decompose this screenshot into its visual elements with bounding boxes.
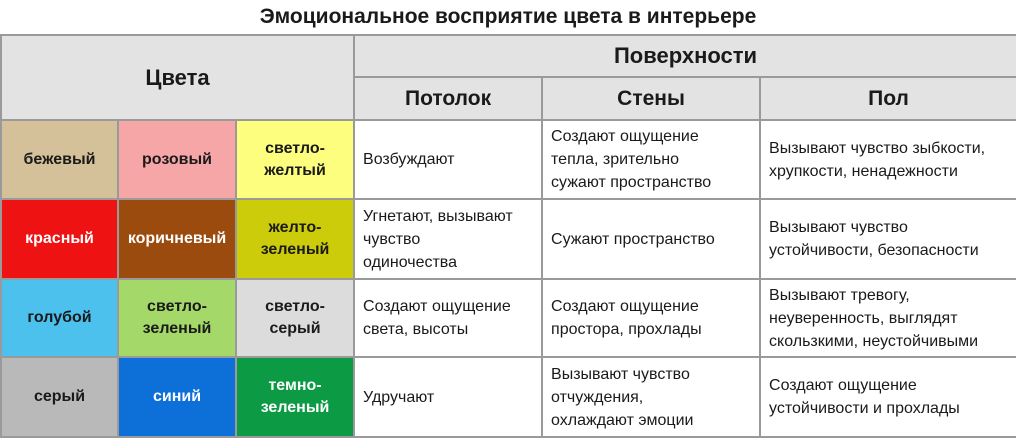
- color-name-line: розовый: [142, 150, 212, 168]
- color-name-line: светло-: [265, 139, 325, 157]
- column-header-ceiling: Потолок: [354, 77, 542, 120]
- description-line: Создают ощущение: [363, 298, 511, 315]
- description-line: сужают пространство: [551, 174, 712, 191]
- color-name-line: серый: [269, 320, 321, 337]
- color-swatch: [1, 279, 118, 357]
- ceiling-description: [354, 199, 542, 279]
- description-line: Возбуждают: [363, 151, 455, 168]
- floor-description: [760, 199, 1016, 279]
- color-name-line: коричневый: [127, 230, 227, 247]
- walls-description: [542, 279, 760, 357]
- description-line: Вызывают чувство: [551, 365, 690, 383]
- color-name-line: темно-: [268, 377, 322, 394]
- color-name-line: зеленый: [142, 320, 212, 337]
- color-swatch: [118, 120, 236, 199]
- column-header-walls: Стены: [542, 77, 760, 120]
- color-swatch: [236, 279, 354, 357]
- color-swatch: [236, 357, 354, 437]
- colors-header: Цвета: [1, 35, 354, 120]
- description-line: устойчивости, безопасности: [769, 242, 979, 259]
- color-name-line: бежевый: [23, 150, 96, 168]
- description-line: отчуждения,: [551, 388, 644, 406]
- description-line: Создают ощущение: [769, 377, 917, 394]
- description-line: Угнетают, вызывают: [363, 207, 513, 225]
- description-line: простора, прохлады: [551, 321, 702, 338]
- surfaces-header: Поверхности: [354, 35, 1016, 77]
- color-name-line: красный: [25, 230, 94, 247]
- description-line: тепла, зрительно: [551, 151, 679, 168]
- color-name-line: серый: [33, 388, 86, 405]
- ceiling-description: [354, 357, 542, 437]
- color-swatch: [118, 279, 236, 357]
- description-line: одиночества: [363, 253, 458, 271]
- color-name-line: желтый: [264, 161, 326, 179]
- color-name-line: желто-: [268, 219, 322, 236]
- color-swatch: [236, 120, 354, 199]
- description-line: Сужают пространство: [551, 230, 715, 248]
- description-line: скользкими, неустойчивыми: [769, 332, 979, 350]
- color-name-line: голубой: [27, 309, 92, 326]
- color-name-line: зеленый: [260, 399, 330, 416]
- column-header-floor: Пол: [760, 77, 1016, 120]
- description-line: Вызывают чувство: [769, 219, 908, 236]
- table-row: [1, 357, 1016, 437]
- description-line: хрупкости, ненадежности: [769, 162, 958, 180]
- description-line: Создают ощущение: [551, 298, 699, 315]
- color-name-line: зеленый: [260, 241, 330, 258]
- description-line: Удручают: [363, 388, 435, 406]
- description-line: Вызывают тревогу,: [769, 286, 910, 304]
- header-row-top: [1, 35, 1016, 77]
- color-name-line: синий: [152, 388, 202, 405]
- floor-description: [760, 279, 1016, 357]
- color-swatch: [236, 199, 354, 279]
- description-line: Вызывают чувство зыбкости,: [769, 139, 986, 157]
- floor-description: [760, 120, 1016, 199]
- ceiling-description: [354, 120, 542, 199]
- ceiling-description: [354, 279, 542, 357]
- color-perception-table: [0, 34, 1016, 438]
- table-row: [1, 199, 1016, 279]
- walls-description: [542, 357, 760, 437]
- description-line: света, высоты: [363, 321, 469, 338]
- table-row: [1, 120, 1016, 199]
- description-line: неуверенность, выглядят: [769, 309, 958, 327]
- table-row: [1, 279, 1016, 357]
- description-line: устойчивости и прохлады: [769, 400, 960, 417]
- color-name-line: светло-: [147, 298, 207, 315]
- page-title: Эмоциональное восприятие цвета в интерьере: [259, 5, 757, 28]
- color-swatch: [118, 357, 236, 437]
- description-line: чувство: [363, 230, 421, 248]
- color-swatch: [118, 199, 236, 279]
- color-name-line: светло-: [265, 298, 325, 315]
- color-swatch: [1, 357, 118, 437]
- description-line: охлаждают эмоции: [551, 411, 694, 429]
- walls-description: [542, 120, 760, 199]
- description-line: Создают ощущение: [551, 128, 699, 145]
- color-swatch: [1, 199, 118, 279]
- color-swatch: [1, 120, 118, 199]
- walls-description: [542, 199, 760, 279]
- floor-description: [760, 357, 1016, 437]
